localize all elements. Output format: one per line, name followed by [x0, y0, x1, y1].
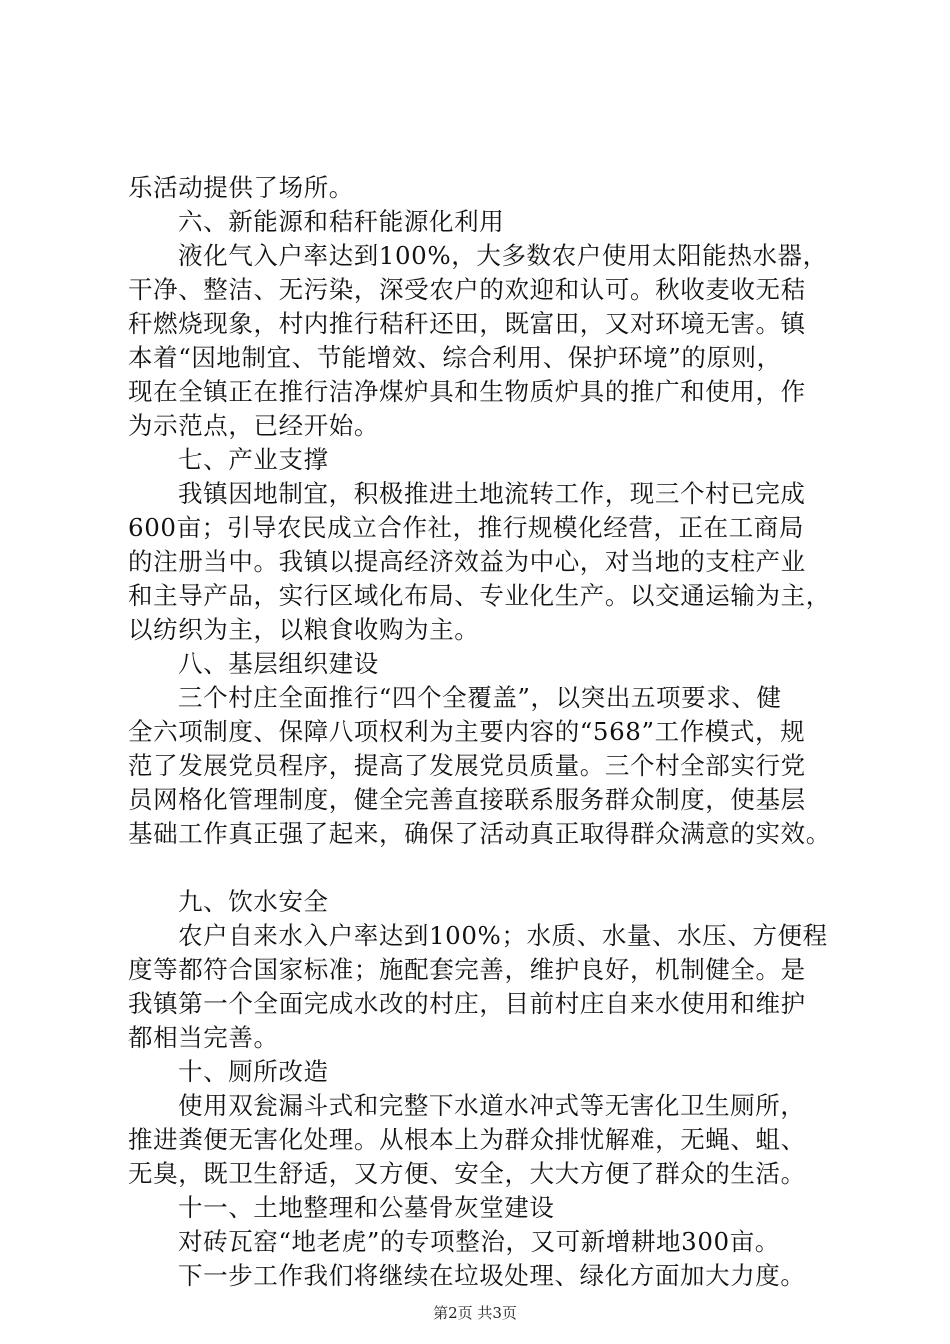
- section-heading-9: 九、饮水安全: [178, 887, 329, 916]
- body-text-line: 三个村庄全面推行“四个全覆盖”，以突出五项要求、健: [178, 683, 782, 712]
- body-text-line: 的注册当中。我镇以提高经济效益为中心，对当地的支柱产业: [128, 547, 806, 576]
- body-text-line: 员网格化管理制度，健全完善直接联系服务群众制度，使基层: [128, 785, 806, 814]
- section-heading-11: 十一、土地整理和公墓骨灰堂建设: [178, 1193, 555, 1222]
- body-text-line: 下一步工作我们将继续在垃圾处理、绿化方面加大力度。: [178, 1261, 806, 1290]
- page-footer: 第2页 共3页: [433, 1304, 517, 1322]
- section-heading-7: 七、产业支撑: [178, 445, 329, 474]
- body-text-line: 和主导产品，实行区域化布局、专业化生产。以交通运输为主，: [128, 581, 831, 610]
- body-text-line: 推进粪便无害化处理。从根本上为群众排忧解难，无蝇、蛆、: [128, 1125, 806, 1154]
- body-text-line: 度等都符合国家标准；施配套完善，维护良好，机制健全。是: [128, 955, 806, 984]
- body-text-line: 无臭，既卫生舒适，又方便、安全，大大方便了群众的生活。: [128, 1159, 806, 1188]
- body-text-line: 范了发展党员程序，提高了发展党员质量。三个村全部实行党: [128, 751, 806, 780]
- body-text-line: 农户自来水入户率达到100%；水质、水量、水压、方便程: [178, 921, 828, 950]
- body-text-line: 我镇第一个全面完成水改的村庄，目前村庄自来水使用和维护: [128, 989, 806, 1018]
- body-text-line: 以纺织为主，以粮食收购为主。: [128, 615, 480, 644]
- body-text-line: 使用双瓮漏斗式和完整下水道水冲式等无害化卫生厕所，: [178, 1091, 806, 1120]
- body-text-line: 600亩；引导农民成立合作社，推行规模化经营，正在工商局: [128, 513, 805, 542]
- body-text-line: 都相当完善。: [128, 1023, 279, 1052]
- section-heading-10: 十、厕所改造: [178, 1057, 329, 1086]
- body-text-line: 干净、整洁、无污染，深受农户的欢迎和认可。秋收麦收无秸: [128, 275, 806, 304]
- body-text-line: 液化气入户率达到100%，大多数农户使用太阳能热水器，: [178, 241, 828, 270]
- body-text-line: 为示范点，已经开始。: [128, 411, 379, 440]
- section-heading-6: 六、新能源和秸秆能源化利用: [178, 207, 505, 236]
- body-text-line: 秆燃烧现象，村内推行秸秆还田，既富田，又对环境无害。镇: [128, 309, 806, 338]
- body-text-line: 我镇因地制宜，积极推进土地流转工作，现三个村已完成: [178, 479, 806, 508]
- body-text-line: 对砖瓦窑“地老虎”的专项整治，又可新增耕地300亩。: [178, 1227, 780, 1256]
- section-heading-8: 八、基层组织建设: [178, 649, 379, 678]
- body-text-line: 现在全镇正在推行洁净煤炉具和生物质炉具的推广和使用，作: [128, 377, 806, 406]
- body-text-line: 全六项制度、保障八项权利为主要内容的“568”工作模式，规: [128, 717, 806, 746]
- body-text-line: 基础工作真正强了起来，确保了活动真正取得群众满意的实效。: [128, 819, 831, 848]
- body-text-line: 本着“因地制宜、节能增效、综合利用、保护环境”的原则，: [128, 343, 782, 372]
- body-text-line: 乐活动提供了场所。: [128, 173, 354, 202]
